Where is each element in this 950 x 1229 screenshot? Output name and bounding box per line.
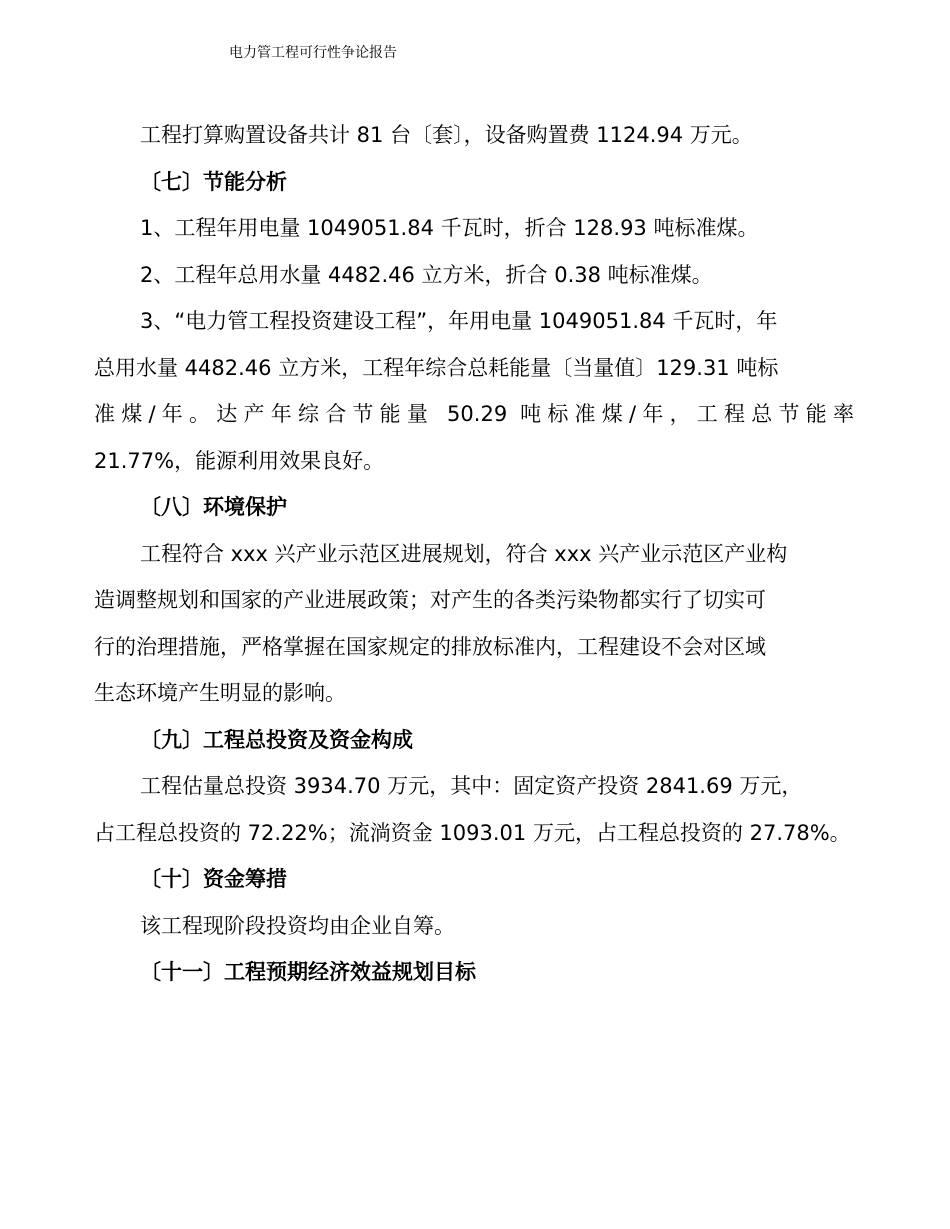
electricity-paragraph: 1、工程年用电量 1049051.84 千瓦时，折合 128.93 吨标准煤。 [140, 216, 759, 240]
environment-line-1: 工程符合 xxx 兴产业示范区进展规划，符合 xxx 兴产业示范区产业构 [140, 541, 788, 566]
document-body [94, 112, 854, 996]
section-heading-funding: 〔十〕资金筹措 [140, 867, 287, 891]
investment-line-2: 占工程总投资的 72.22%；流淌资金 1093.01 万元，占工程总投资的 27.78%。 [94, 820, 851, 845]
section-heading-economic-targets: 〔十一〕工程预期经济效益规划目标 [140, 960, 476, 984]
energy-summary-line-2: 总用水量 4482.46 立方米，工程年综合总耗能量〔当量值〕129.31 吨标 [94, 355, 779, 380]
water-paragraph: 2、工程年总用水量 4482.46 立方米，折合 0.38 吨标准煤。 [140, 262, 713, 287]
investment-line-1: 工程估量总投资 3934.70 万元，其中：固定资产投资 2841.69 万元， [140, 774, 803, 798]
environment-line-2: 造调整规划和国家的产业进展政策；对产生的各类污染物都实行了切实可 [94, 588, 766, 612]
funding-paragraph: 该工程现阶段投资均由企业自筹。 [140, 913, 455, 938]
equipment-paragraph: 工程打算购置设备共计 81 台〔套〕，设备购置费 1124.94 万元。 [140, 123, 753, 147]
environment-line-3: 行的治理措施，严格掌握在国家规定的排放标准内，工程建设不会对区域 [94, 634, 766, 659]
page-header: 电力管工程可行性争论报告 [229, 45, 397, 61]
energy-summary-line-4: 21.77%，能源利用效果良好。 [94, 448, 385, 473]
energy-summary-line-1: 3、“电力管工程投资建设工程”，年用电量 1049051.84 千瓦时，年 [140, 309, 778, 333]
section-heading-energy-saving: 〔七〕节能分析 [140, 169, 287, 194]
section-heading-investment: 〔九〕工程总投资及资金构成 [140, 727, 413, 752]
environment-line-4: 生态环境产生明显的影响。 [94, 681, 346, 705]
section-heading-environment: 〔八〕环境保护 [140, 495, 287, 519]
energy-summary-line-3: 准煤/年。达产年综合节能量 50.29 吨标准煤/年，工程总节能率 [94, 402, 854, 426]
